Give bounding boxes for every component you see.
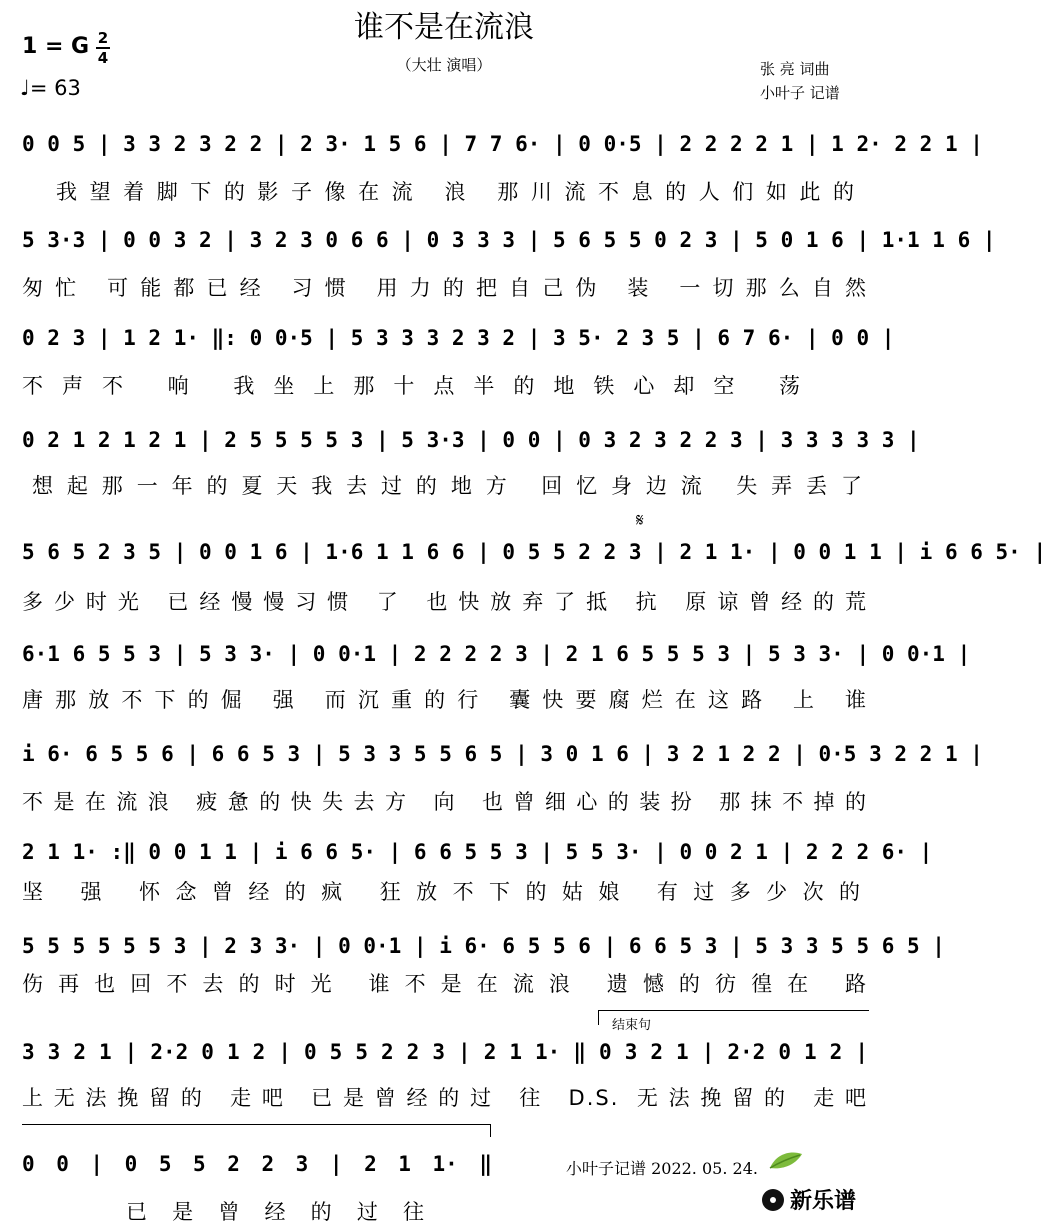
score-row-6: 6·1 6 5 5 3 | 5 3 3· | 0 0·1 | 2 2 2 2 3 | 2 1 6 5 5 5 3 | 5 3 3· | 0 0·1 | <box>22 642 971 666</box>
score-row-8: 2 1 1· :‖ 0 0 1 1 | i 6 6 5· | 6 6 5 5 3 | 5 5 3· | 0 0 2 1 | 2 2 2 6· | <box>22 840 933 864</box>
leaf-icon <box>766 1150 806 1172</box>
time-signature-bottom: 4 <box>97 49 109 67</box>
score-row-1: 0 0 5 | 3 3 2 3 2 2 | 2 3· 1 5 6 | 7 7 6· | 0 0·5 | 2 2 2 2 1 | 1 2· 2 2 1 | <box>22 132 983 156</box>
lyrics-row-5: 多少时光 已经慢慢习惯 了 也快放弃了抵 抗 原谅曾经的荒 <box>22 590 868 614</box>
tempo-marking: ♩= 63 <box>20 76 81 100</box>
score-row-10: 3 3 2 1 | 2·2 0 1 2 | 0 5 5 2 2 3 | 2 1 1· ‖ 0 3 2 1 | 2·2 0 1 2 | <box>22 1040 868 1064</box>
page-title: 谁不是在流浪 <box>354 10 534 45</box>
time-signature <box>96 30 110 66</box>
key-signature: 1 = G <box>22 34 90 59</box>
transcription-note: 小叶子记谱 2022. 05. 24. <box>566 1159 758 1178</box>
lyrics-row-3: 不声不 响 我坐上那十点半的地铁心却空 荡 <box>22 374 802 398</box>
singer-credit: （大壮 演唱） <box>396 56 492 74</box>
final-ending-bracket <box>22 1124 491 1137</box>
lyrics-row-4: 想起那一年的夏天我去过的地方 回忆身边流 失弄丢了 <box>32 474 864 498</box>
score-row-3: 0 2 3 | 1 2 1· ‖: 0 0·5 | 5 3 3 3 2 3 2 | 3 5· 2 3 5 | 6 7 6· | 0 0 | <box>22 326 895 350</box>
time-signature-top: 2 <box>97 29 109 47</box>
lyrics-row-10: 上无法挽留的 走吧 已是曾经的过 往 D.S. 无法挽留的 走吧 <box>22 1086 868 1110</box>
record-icon <box>762 1189 784 1211</box>
lyrics-row-1: 我望着脚下的影子像在流 浪 那川流不息的人们如此的 <box>56 180 856 204</box>
score-row-9: 5 5 5 5 5 5 3 | 2 3 3· | 0 0·1 | i 6· 6 5 5 6 | 6 6 5 3 | 5 3 3 5 5 6 5 | <box>22 934 945 958</box>
site-logo <box>762 1184 856 1215</box>
lyrics-row-8: 坚 强 怀念曾经的疯 狂放不下的姑娘 有过多少次的 <box>22 880 862 904</box>
lyrics-row-7: 不是在流浪 疲惫的快失去方 向 也曾细心的装扮 那抹不掉的 <box>22 790 868 814</box>
lyrics-row-6: 唐那放不下的倔 强 而沉重的行 囊快要腐烂在这路 上 谁 <box>22 688 868 712</box>
lyrics-row-11: 已是曾经的过往 <box>126 1200 426 1224</box>
score-row-11: 0 0 | 0 5 5 2 2 3 | 2 1 1· ‖ <box>22 1152 492 1176</box>
segno-mark: 𝄋 <box>636 510 644 531</box>
site-logo-text: 新乐谱 <box>790 1189 857 1214</box>
lyrics-music-credit: 张 亮 词曲 <box>760 60 830 78</box>
lyrics-row-2: 匆忙 可能都已经 习惯 用力的把自己伪 装 一切那么自然 <box>22 276 868 300</box>
score-row-7: i 6· 6 5 5 6 | 6 6 5 3 | 5 3 3 5 5 6 5 | 3 0 1 6 | 3 2 1 2 2 | 0·5 3 2 2 1 | <box>22 742 983 766</box>
transcriber-credit: 小叶子 记谱 <box>760 84 840 102</box>
score-row-2: 5 3·3 | 0 0 3 2 | 3 2 3 0 6 6 | 0 3 3 3 | 5 6 5 5 0 2 3 | 5 0 1 6 | 1·1 1 6 | <box>22 228 996 252</box>
score-row-4: 0 2 1 2 1 2 1 | 2 5 5 5 5 3 | 5 3·3 | 0 0 | 0 3 2 3 2 2 3 | 3 3 3 3 3 | <box>22 428 920 452</box>
lyrics-row-9: 伤再也回不去的时光 谁不是在流浪 遗憾的彷徨在 路 <box>22 972 868 996</box>
ending-label: 结束句 <box>612 1018 652 1033</box>
score-row-5: 5 6 5 2 3 5 | 0 0 1 6 | 1·6 1 1 6 6 | 0 5 5 2 2 3 | 2 1 1· | 0 0 1 1 | i 6 6 5· | <box>22 540 1046 564</box>
